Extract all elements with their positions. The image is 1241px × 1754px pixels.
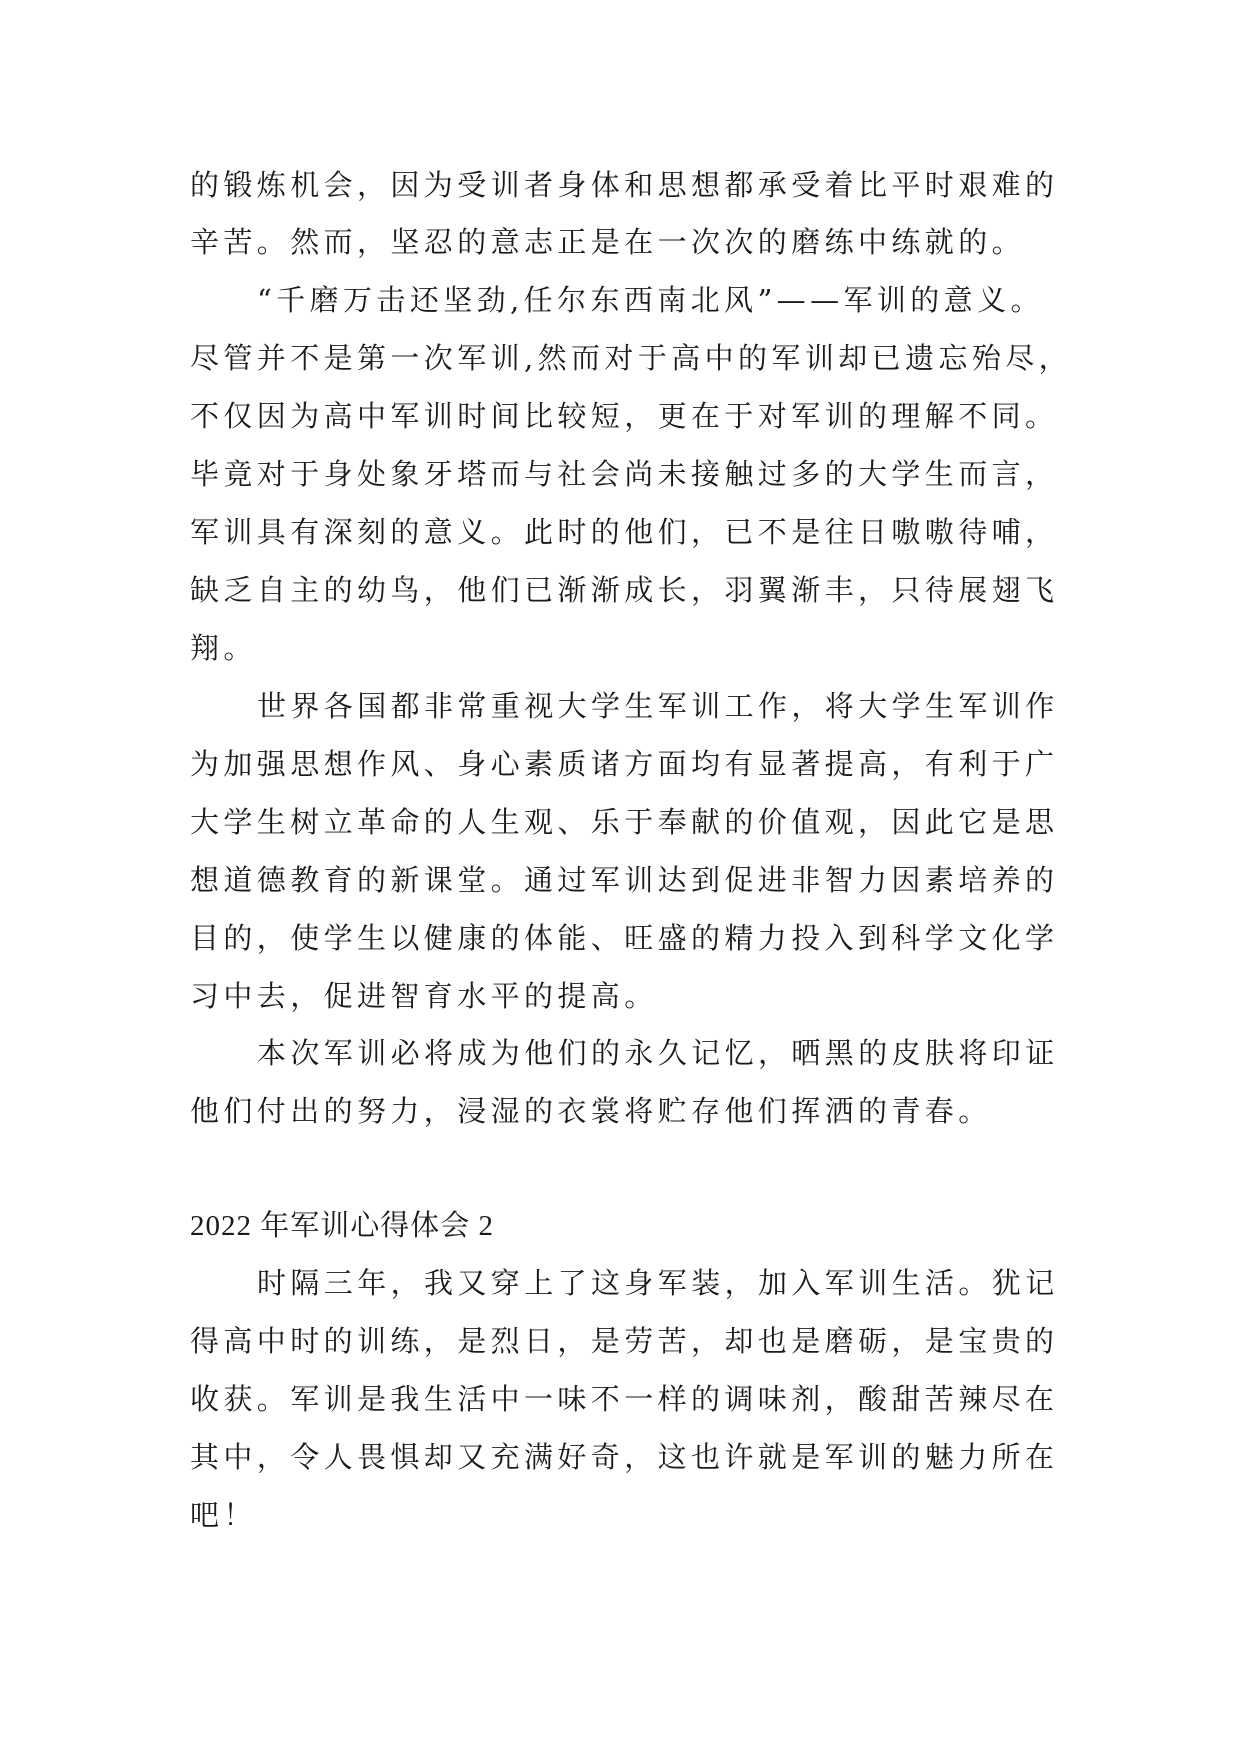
text-line: 为加强思想作风、身心素质诸方面均有显著提高，有利于广 — [190, 747, 1059, 781]
text-line: 尽管并不是第一次军训,然而对于高中的军训却已遗忘殆尽， — [190, 341, 1073, 375]
text-line: 吧！ — [190, 1498, 257, 1532]
text-line: 世界各国都非常重视大学生军训工作，将大学生军训作 — [257, 689, 1059, 723]
text-line: 翔。 — [190, 631, 257, 665]
text-line: 毕竟对于身处象牙塔而与社会尚未接触过多的大学生而言， — [190, 457, 1059, 491]
text-line: 时隔三年，我又穿上了这身军装，加入军训生活。犹记 — [257, 1266, 1059, 1300]
text-line: 他们付出的努力，浸湿的衣裳将贮存他们挥洒的青春。 — [190, 1094, 992, 1128]
text-line: 想道德教育的新课堂。通过军训达到促进非智力因素培养的 — [190, 863, 1059, 897]
text-line: 的锻炼机会，因为受训者身体和思想都承受着比平时艰难的 — [190, 168, 1059, 202]
text-line: 辛苦。然而，坚忍的意志正是在一次次的磨练中练就的。 — [190, 225, 1026, 259]
text-line: 大学生树立革命的人生观、乐于奉献的价值观，因此它是思 — [190, 805, 1059, 839]
text-line: 收获。军训是我生活中一味不一样的调味剂，酸甜苦辣尽在 — [190, 1382, 1059, 1416]
text-line: 其中，令人畏惧却又充满好奇，这也许就是军训的魅力所在 — [190, 1440, 1059, 1474]
text-line: 得高中时的训练，是烈日，是劳苦，却也是磨砺，是宝贵的 — [190, 1324, 1059, 1358]
text-line: 目的，使学生以健康的体能、旺盛的精力投入到科学文化学 — [190, 921, 1059, 955]
text-line: 本次军训必将成为他们的永久记忆，晒黑的皮肤将印证 — [257, 1036, 1059, 1070]
text-line: “千磨万击还坚劲,任尔东西南北风”——军训的意义。 — [257, 283, 1044, 317]
text-line: 缺乏自主的幼鸟，他们已渐渐成长，羽翼渐丰，只待展翅飞 — [190, 573, 1059, 607]
text-line: 不仅因为高中军训时间比较短，更在于对军训的理解不同。 — [190, 399, 1059, 433]
text-line: 习中去，促进智育水平的提高。 — [190, 979, 658, 1013]
section-heading: 2022 年军训心得体会 2 — [190, 1210, 495, 1242]
text-line: 军训具有深刻的意义。此时的他们，已不是往日嗷嗷待哺， — [190, 515, 1059, 549]
